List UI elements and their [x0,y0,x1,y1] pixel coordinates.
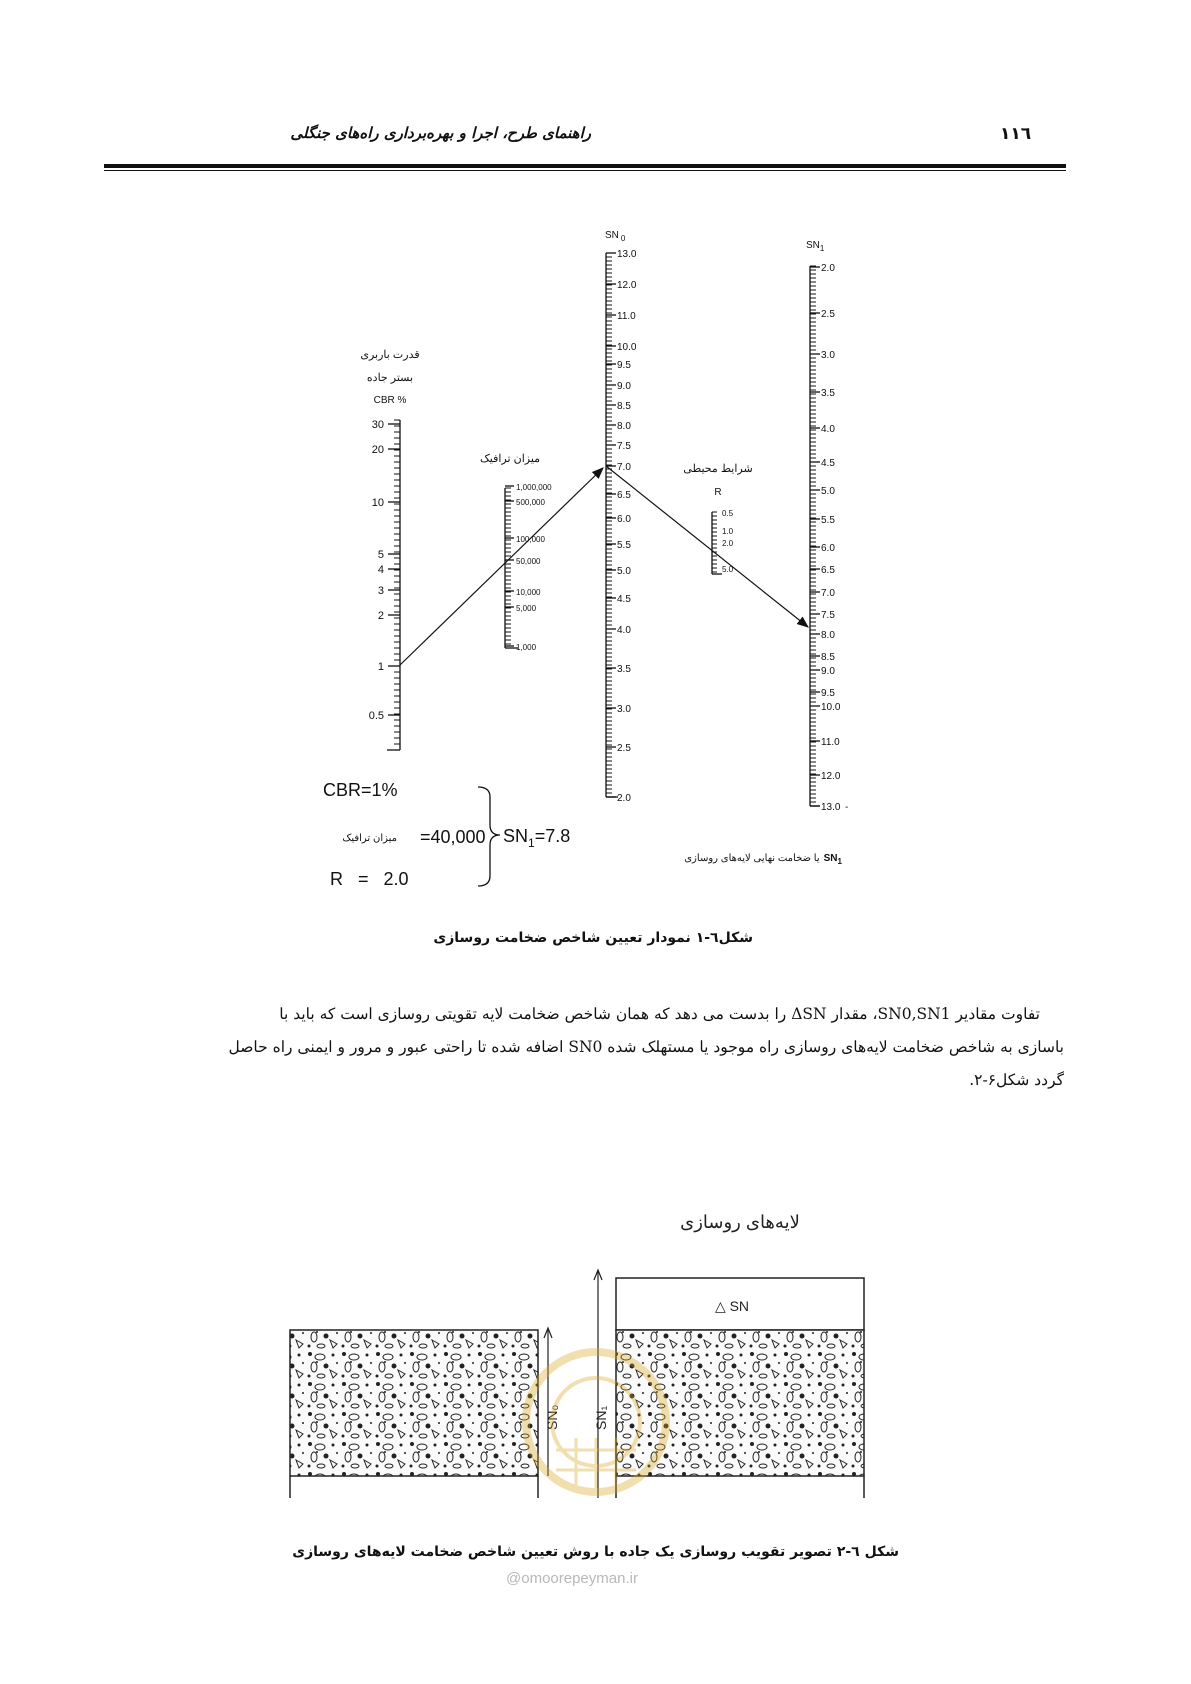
cbr-tick-label: 10 [371,497,384,509]
sn0-tick-label: 9.5 [617,360,631,371]
traffic-tick-label: 1,000 [516,643,537,652]
sn0-tick-label: 8.5 [617,401,631,412]
overlay-figure [0,1200,1191,1600]
r-tick-label: 5.0 [722,565,734,574]
cbr-tick-label: 4 [377,564,384,576]
sn0-tick-label: 12.0 [617,280,637,291]
traffic-tick-label: 100,000 [516,535,545,544]
sn0-tick-label: 3.5 [617,664,631,675]
r-axis-symbol: R [714,487,722,498]
sn1-tick-label: 3.5 [821,388,835,399]
sn0-axis-title: SN $_0$ [605,230,626,243]
sn1-tick-label: 11.0 [821,737,840,748]
r-tick-label: 1.0 [722,527,734,536]
sn0-tick-label: 8.0 [617,421,631,432]
sn1-tick-label: 8.0 [821,630,835,641]
r-axis-title: شرایط محیطی [683,463,753,475]
nomograph-line-sn0-to-sn1 [606,466,808,627]
sn0-tick-label: 2.0 [617,793,631,804]
sn0-tick-label: 3.0 [617,704,631,715]
sn0-tick-label: 4.0 [617,625,631,636]
sn1-caption: یا ضخامت نهایی لایه‌های روسازی $SN_1$ [684,853,842,866]
delta-sn-label: △ SN [714,1298,750,1314]
r-tick-label: 0.5 [722,509,734,518]
sn0-tick-label: 2.5 [617,743,631,754]
sn1-tick-label: 3.0 [821,350,835,361]
cbr-tick-label: 2 [377,610,384,622]
paragraph-line: باسازی به شاخص ضخامت لایه‌های روسازی راه موجود یا مستهلک شده SN0 اضافه شده تا راحتی عبور و مرور و ایمنی راه حاصل [228,1038,1064,1056]
sn0-tick-label: 10.0 [617,342,637,353]
traffic-tick-label: 10,000 [516,588,541,597]
r-tick-label: 2.0 [722,539,734,548]
sn1-tick-label: 12.0 [821,771,841,782]
sn0-tick-label: 4.5 [617,594,631,605]
figure1-caption: شکل٦-۱ نمودار تعیین شاخص ضخامت روسازی [433,930,753,946]
sn1-tick-label: 8.5 [821,652,835,663]
existing-pavement-block-right [616,1330,864,1476]
sn1-tick-label: 9.5 [821,688,835,699]
sn1-tick-label: 13.0 [821,802,841,813]
cbr-tick-label: 1 [377,661,384,673]
figure2-caption: شکل ٦-۲ تصویر تقویب روسازی یک جاده با روش تعیین شاخص ضخامت لایه‌های روسازی [292,1544,899,1560]
sn1-axis-title: $SN_1$ [806,240,825,253]
sn0-tick-label: 5.5 [617,540,631,551]
body-paragraph [108,998,1064,1097]
sn0-tick-label: 6.0 [617,514,631,525]
traffic-tick-label: 50,000 [516,557,541,566]
sn1-dimension-label: SN₁ [593,1405,609,1430]
traffic-tick-label: 5,000 [516,604,537,613]
running-header-title: راهنمای طرح، اجرا و بهره‌برداری راه‌های جنگلی [290,124,591,142]
example-traffic-label: میزان ترافیک [342,833,397,844]
watermark-text: @omoorepeyman.ir [506,1570,638,1587]
paragraph-line: گردد شکل۶-۲. [969,1071,1064,1089]
sn1-tick-label: 5.0 [821,486,835,497]
cbr-tick-label: 3 [377,585,384,597]
example-cbr: CBR=1% [323,780,398,800]
example-traffic-value: =40,000 [420,827,486,847]
paragraph-line: تفاوت مقادیر SN0,SN1، مقدار ΔSN را بدست می دهد که همان شاخص ضخامت لایه تقویتی روسازی است که باید با [279,1005,1040,1023]
traffic-tick-label: 500,000 [516,498,545,507]
sn1-tick-label: 7.0 [821,588,835,599]
sn1-tick-label: 2.5 [821,309,835,320]
traffic-axis-title: میزان ترافیک [479,453,541,465]
sn0-tick-label: 6.5 [617,490,631,501]
sn1-tick-label: 6.5 [821,565,835,576]
cbr-tick-label: 5 [377,549,384,561]
example-result: $SN_1=7.8$ [503,826,571,850]
sn1-tick-label: 6.0 [821,543,835,554]
cbr-tick-label: 20 [371,444,384,456]
sn1-tick-label: 9.0 [821,666,835,677]
sn1-tick-label: 7.5 [821,610,835,621]
sn0-tick-label: 11.0 [617,311,636,322]
cbr-axis-title-line3: CBR % [373,395,407,406]
cbr-tick-label: 0.5 [368,710,384,722]
sn1-tick-label: 4.0 [821,424,835,435]
existing-pavement-block [290,1330,538,1476]
sn0-tick-label: 7.0 [617,462,631,473]
sn1-tick-label: 10.0 [821,702,841,713]
sn0-tick-label: 5.0 [617,566,631,577]
sn0-tick-label: 7.5 [617,441,631,452]
sn1-tick-label: 2.0 [821,263,835,274]
cbr-axis-title-line2: بستر جاده [366,372,414,384]
layers-title: لایه‌های روسازی [680,1212,800,1232]
example-r: R = 2.0 [330,869,409,889]
sn0-dimension-label: SN₀ [544,1404,560,1430]
traffic-tick-label: 1,000,000 [516,483,552,492]
sn1-tick-label: 5.5 [821,515,835,526]
nomograph-line-cbr-to-sn0 [400,468,603,665]
sn1-tick-label: 4.5 [821,458,835,469]
sn0-tick-label: 9.0 [617,381,631,392]
page-number: ۱۱٦ [1000,124,1032,144]
cbr-axis-title-line1: قدرت باربری [360,349,420,361]
sn1-axis-dash: - [845,802,849,813]
sn0-tick-label: 13.0 [617,249,637,260]
cbr-tick-label: 30 [371,419,384,431]
